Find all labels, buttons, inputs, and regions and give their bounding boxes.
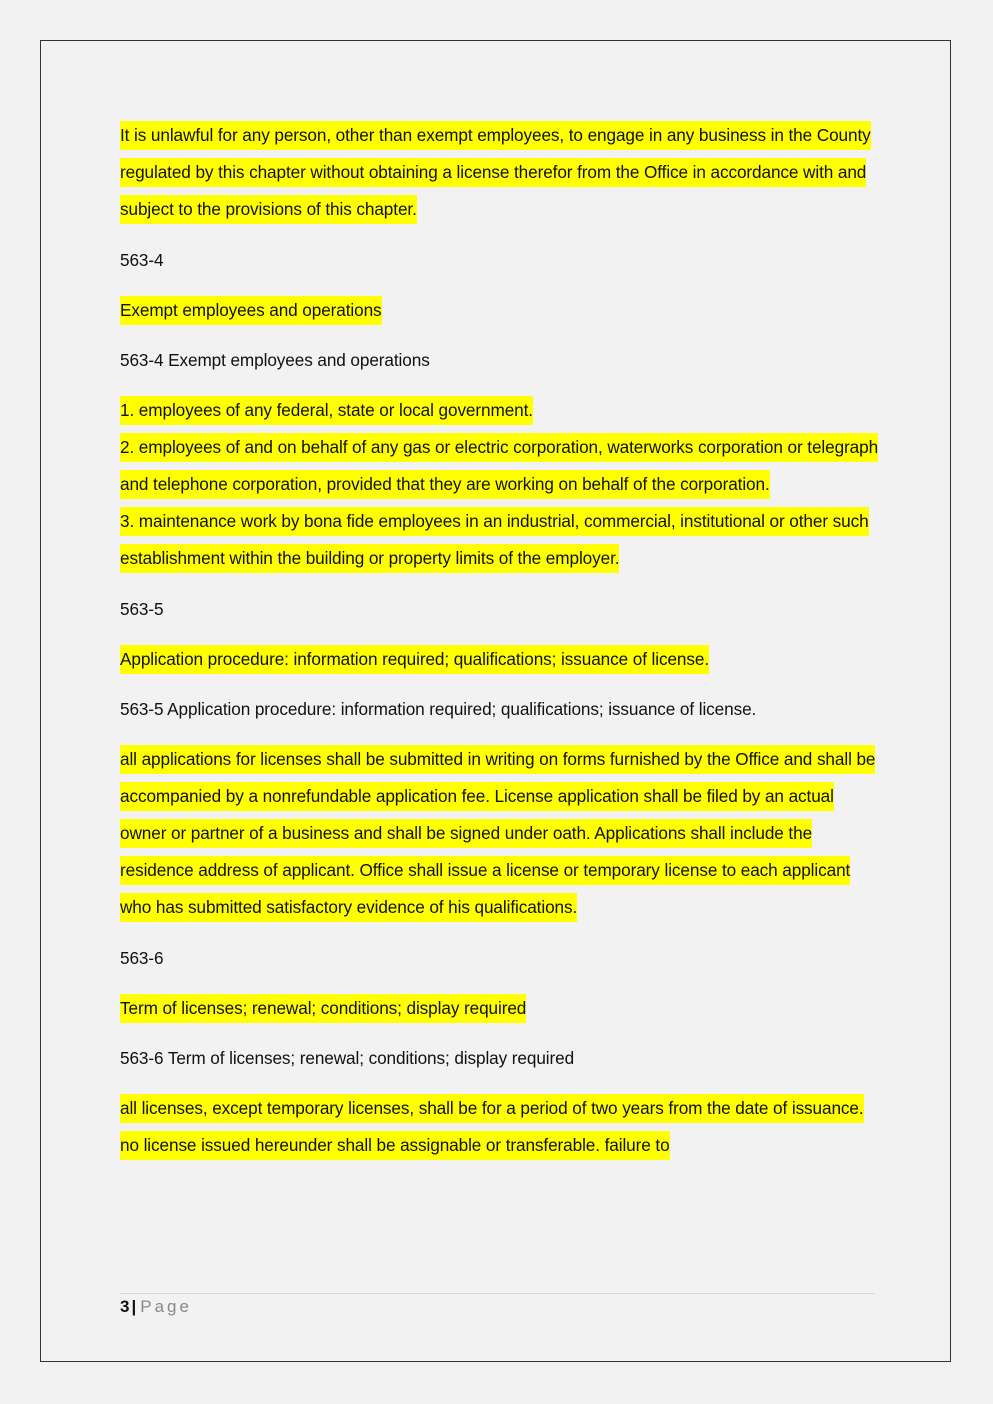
page-footer (120, 1293, 875, 1317)
section-heading-563-5: 563-5 Application procedure: information required; qualifications; issuance of license. (120, 699, 757, 719)
exempt-list (120, 392, 880, 577)
paragraph-unlawful-business (120, 117, 880, 228)
page-separator: | (131, 1297, 137, 1316)
section-number-563-6: 563-6 (120, 948, 164, 968)
section-title-563-6 (120, 990, 880, 1027)
section-number-563-4: 563-4 (120, 250, 164, 270)
paragraph-applications (120, 741, 880, 926)
section-heading-563-6: 563-6 Term of licenses; renewal; conditions; display required (120, 1048, 575, 1068)
document-body (120, 117, 880, 1178)
section-heading-563-4: 563-4 Exempt employees and operations (120, 350, 430, 370)
page-label: Page (140, 1297, 192, 1316)
section-number-563-5: 563-5 (120, 599, 164, 619)
highlighted-text: Exempt employees and operations (120, 296, 382, 325)
highlighted-text: It is unlawful for any person, other than exempt employees, to engage in any business in the County regulated by this chapter without obtaining a license therefor from the Office in accordance with and subject to the provisions of this chapter. (120, 121, 871, 224)
document-page (40, 40, 951, 1362)
list-item: 3. maintenance work by bona fide employees in an industrial, commercial, institutional or other such establishment within the building or property limits of the employer. (120, 503, 880, 577)
page-number: 3 (120, 1297, 130, 1316)
highlighted-text: Application procedure: information required; qualifications; issuance of license. (120, 645, 709, 674)
list-item: 2. employees of and on behalf of any gas or electric corporation, waterworks corporation or telegraph and telephone corporation, provided that they are working on behalf of the corporation. (120, 429, 880, 503)
highlighted-text: Term of licenses; renewal; conditions; display required (120, 994, 526, 1023)
highlighted-text: all licenses, except temporary licenses, shall be for a period of two years from the date of issuance. no license issued hereunder shall be assignable or transferable. failure to (120, 1094, 864, 1160)
section-title-563-5 (120, 641, 880, 678)
list-item: 1. employees of any federal, state or local government. (120, 392, 880, 429)
section-title-563-4 (120, 292, 880, 329)
highlighted-text: all applications for licenses shall be submitted in writing on forms furnished by the Office and shall be accompanied by a nonrefundable application fee. License application shall be filed by an actual owner or partner of a business and shall be signed under oath. Applications shall include the residence address of applicant. Office shall issue a license or temporary license to each applicant who has submitted satisfactory evidence of his qualifications. (120, 745, 875, 922)
paragraph-license-term (120, 1090, 880, 1164)
